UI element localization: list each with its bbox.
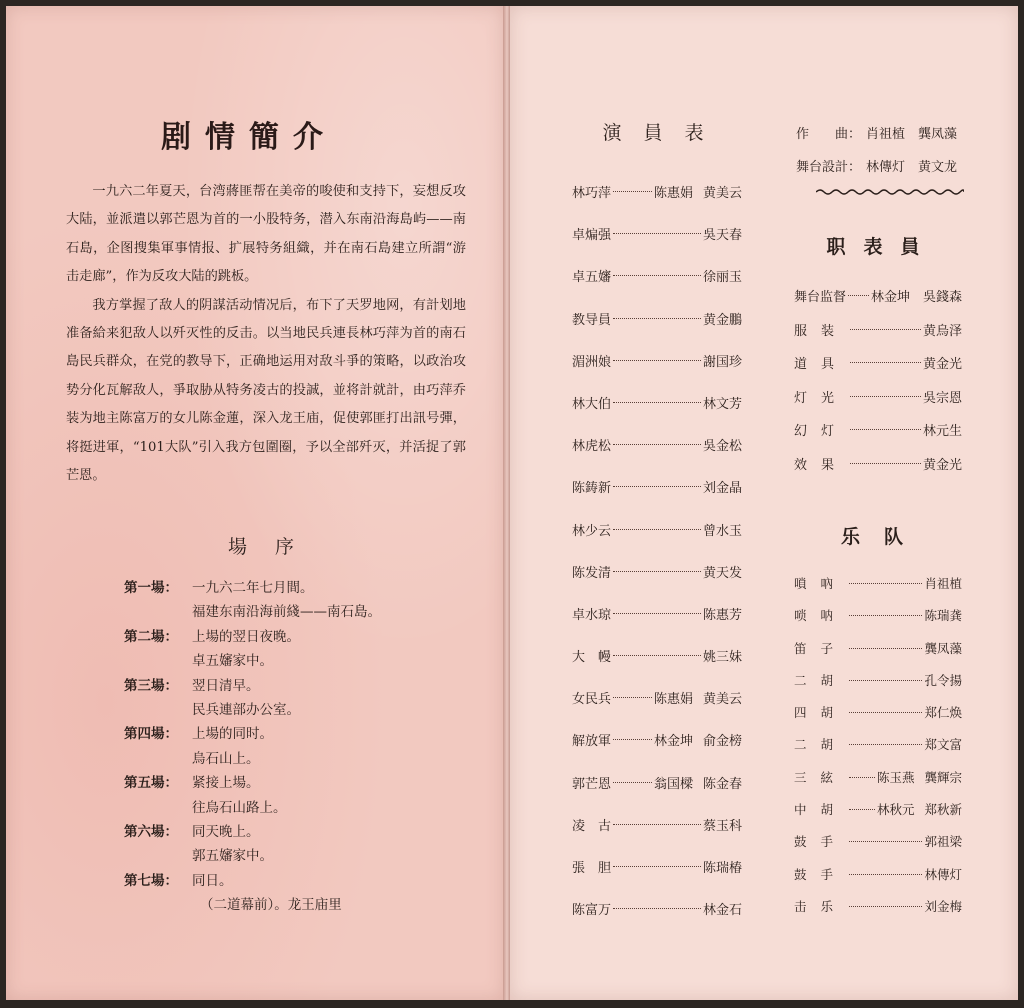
cast-role: 陈富万 — [572, 903, 612, 919]
leader-dots — [849, 768, 875, 778]
cast-row — [572, 773, 742, 815]
cast-role: 教导員 — [572, 312, 612, 328]
band-title: 乐队 — [840, 526, 927, 548]
band-role: 嗩吶 — [794, 576, 848, 591]
cast-role: 卓煸强 — [572, 228, 612, 244]
band-name: 林秋元 — [876, 802, 915, 818]
cast-actor: 陈瑞椿 — [702, 861, 742, 876]
leader-dots — [613, 266, 701, 276]
cast-row — [572, 899, 742, 941]
cast-row — [572, 266, 742, 308]
scene-label: 第四場： — [124, 726, 178, 743]
cast-row — [572, 815, 742, 857]
band-name-alt: 龔輝宗 — [924, 769, 962, 785]
leader-dots — [613, 224, 701, 234]
leader-dots — [850, 320, 921, 330]
cast-role: 女民兵 — [572, 692, 612, 708]
cast-actor: 林金石 — [702, 903, 742, 919]
leader-dots — [850, 387, 921, 397]
leader-dots — [849, 865, 922, 875]
cast-role: 大 幔 — [572, 650, 612, 666]
scene-item — [124, 576, 381, 600]
scene-time: 翌日清早。 — [192, 677, 260, 694]
scene-item — [124, 771, 381, 795]
staff-row — [794, 387, 962, 421]
staff-row — [794, 320, 962, 354]
band-list — [794, 574, 962, 929]
scene-time: 一九六二年七月間。 — [192, 580, 314, 596]
band-name: 陈玉燕 — [876, 769, 915, 785]
staff-name: 黄金光 — [922, 357, 962, 372]
staff-role: 道具 — [794, 357, 849, 372]
band-role: 四胡 — [794, 705, 848, 721]
wave-divider — [816, 188, 964, 196]
band-row — [794, 832, 962, 864]
cast-row — [572, 393, 742, 435]
scene-time: 上場的同时。 — [192, 726, 273, 743]
band-name: 郑文富 — [924, 737, 962, 753]
cast-actor: 林金坤 — [653, 734, 693, 750]
band-name: 林傳灯 — [924, 866, 962, 882]
cast-row — [572, 646, 742, 688]
leader-dots — [613, 520, 701, 530]
leader-dots — [849, 671, 922, 681]
scene-label: 第三場： — [124, 677, 178, 694]
scene-place: 卓五嬸家中。 — [192, 653, 273, 670]
band-role: 二胡 — [794, 737, 848, 753]
leader-dots — [849, 800, 875, 810]
scene-label: 第六場： — [124, 824, 178, 841]
cast-role: 陈发清 — [572, 565, 612, 581]
leader-dots — [613, 435, 701, 445]
scene-place: 烏石山上。 — [192, 750, 260, 767]
synopsis-paragraph: 一九六二年夏天，台湾蔣匪帮在美帝的唆使和支持下，妄想反攻大陆，並派遣以郭芒恩为首的一小股特务，潜入东南沿海島屿——南石島，企图搜集軍事情报、扩展特务組織，并在南石島建立所謂“游击走廊”，作为反攻大陆的跳板。 — [66, 184, 466, 285]
cast-role: 林少云 — [572, 523, 612, 539]
leader-dots — [613, 815, 701, 825]
leader-dots — [848, 286, 869, 296]
leader-dots — [849, 735, 922, 745]
leader-dots — [613, 857, 701, 867]
leader-dots — [613, 309, 701, 319]
band-row — [794, 606, 962, 638]
staff-name: 黄金光 — [922, 457, 962, 473]
synopsis-text — [66, 178, 466, 490]
leader-dots — [849, 606, 922, 616]
cast-row — [572, 224, 742, 266]
cast-actor: 曾水玉 — [702, 523, 742, 539]
cast-row — [572, 309, 742, 351]
scene-time: 上場的翌日夜晚。 — [192, 628, 300, 645]
staff-role: 灯光 — [794, 390, 849, 406]
cast-actor: 黄天发 — [702, 565, 742, 581]
cast-actor: 黄金鵬 — [702, 312, 742, 328]
cast-row — [572, 604, 742, 646]
cast-actor: 陈惠芳 — [702, 607, 742, 623]
cast-actor: 陈惠娟 — [653, 186, 693, 201]
band-row — [794, 768, 962, 800]
cast-role: 卓水琼 — [572, 607, 612, 623]
cast-role: 湄洲娘 — [572, 354, 612, 370]
cast-actor: 陈惠娟 — [653, 692, 693, 708]
leader-dots — [613, 773, 652, 783]
staff-title: 职表員 — [826, 236, 938, 258]
cast-actor: 蔡玉科 — [702, 818, 742, 834]
cast-row — [572, 562, 742, 604]
band-role: 击乐 — [794, 898, 848, 914]
leader-dots — [613, 351, 701, 361]
scene-item — [124, 869, 381, 893]
cast-row — [572, 182, 742, 224]
cast-actor: 刘金晶 — [702, 481, 742, 497]
band-role: 唢呐 — [794, 608, 848, 624]
credit-label: 作 曲： — [796, 127, 862, 142]
leader-dots — [613, 688, 652, 698]
leader-dots — [849, 703, 922, 713]
leader-dots — [850, 454, 921, 464]
cast-actor: 謝国珍 — [702, 354, 742, 370]
staff-row — [794, 286, 962, 320]
band-name: 孔令揚 — [924, 672, 962, 688]
scene-place: （二道幕前）。龙王庙里 — [200, 897, 342, 914]
synopsis-paragraph: 我方掌握了敌人的阴謀活动情况后，布下了天罗地网，有計划地准备給来犯敌人以歼灭性的反击。以当地民兵連長林巧萍为首的南石島民兵群众，在党的教导下，正确地运用对敌斗爭的策略，以政治攻势分化瓦解敌人，爭取胁从特务凌古的投誠，並将計就計，由巧萍乔装为地主陈富万的女儿陈金蓮，深入龙王庙，促使郭匪打出訊号彈，将挺进軍，“101大队”引入我方包圍圈，予以全部歼灭，并活捉了郭芒恩。 — [66, 297, 466, 484]
leader-dots — [613, 393, 701, 403]
cast-actor: 吳天春 — [702, 228, 742, 244]
credit-label: 舞台設計： — [796, 160, 862, 175]
band-row — [794, 574, 962, 606]
cast-actor: 姚三妹 — [702, 650, 742, 666]
band-role: 鼓手 — [794, 866, 848, 882]
staff-role: 舞台监督 — [794, 290, 847, 305]
scenes-title: 場序 — [227, 536, 322, 558]
cast-role: 林大伯 — [572, 396, 612, 412]
scene-label: 第五場： — [124, 775, 178, 792]
leader-dots — [613, 562, 701, 572]
cast-role: 張 胆 — [572, 861, 612, 876]
leader-dots — [849, 574, 922, 584]
leader-dots — [613, 477, 701, 487]
cast-row — [572, 857, 742, 899]
leader-dots — [849, 832, 922, 842]
band-row — [794, 703, 962, 735]
band-role: 鼓手 — [794, 834, 848, 850]
band-role: 中胡 — [794, 802, 848, 818]
cast-row — [572, 520, 742, 562]
scene-time: 紧接上場。 — [192, 775, 260, 792]
staff-row — [794, 454, 962, 488]
scene-place: 福建东南沿海前綫——南石島。 — [192, 604, 381, 621]
cast-role: 林虎松 — [572, 439, 612, 455]
cast-actor-alt: 俞金榜 — [702, 734, 742, 750]
leader-dots — [613, 604, 701, 614]
cast-actor: 吳金松 — [702, 439, 742, 455]
band-name: 郑仁焕 — [924, 705, 962, 721]
cast-role: 林巧萍 — [572, 186, 612, 201]
cast-role: 陈鋳新 — [572, 481, 612, 497]
staff-list — [794, 286, 962, 487]
cast-row — [572, 435, 742, 477]
cast-actor-alt: 黄美云 — [702, 692, 742, 708]
scene-list — [124, 576, 381, 918]
leader-dots — [849, 897, 922, 907]
staff-name: 林金坤 吳錢森 — [870, 290, 962, 305]
leader-dots — [613, 646, 701, 656]
leader-dots — [613, 730, 652, 740]
band-row — [794, 800, 962, 832]
cast-actor-alt: 陈金春 — [702, 776, 742, 792]
band-name: 郭祖梁 — [924, 834, 962, 850]
band-name: 陈瑞龚 — [924, 608, 962, 624]
scene-place: 往烏石山路上。 — [192, 799, 287, 816]
staff-role: 幻灯 — [794, 424, 849, 439]
band-name: 刘金梅 — [924, 898, 962, 914]
leader-dots — [613, 899, 701, 909]
credit-names: 肖祖植 龔凤藻 — [866, 127, 958, 142]
band-name: 肖祖植 — [924, 576, 962, 591]
cast-actor-alt: 黄美云 — [702, 186, 742, 201]
scene-item — [124, 820, 381, 844]
credit-names: 林傳灯 黄文龙 — [866, 160, 958, 175]
band-row — [794, 639, 962, 671]
scene-item — [124, 625, 381, 649]
cast-title: 演員表 — [602, 122, 726, 144]
cast-role: 卓五嬸 — [572, 270, 612, 286]
scene-label: 第二場： — [124, 628, 178, 645]
staff-name: 吳宗恩 — [922, 390, 962, 406]
cast-actor: 翁国樑 — [653, 776, 693, 792]
leader-dots — [849, 639, 922, 649]
cast-role: 郭芒恩 — [572, 776, 612, 792]
cast-actor: 徐丽玉 — [702, 270, 742, 286]
leader-dots — [613, 182, 652, 192]
cast-row — [572, 351, 742, 393]
band-row — [794, 865, 962, 897]
staff-row — [794, 420, 962, 454]
scene-place: 民兵連部办公室。 — [192, 702, 300, 719]
band-role: 二胡 — [794, 672, 848, 688]
staff-row — [794, 353, 962, 387]
band-role: 笛子 — [794, 640, 848, 656]
staff-role: 服装 — [794, 323, 849, 339]
scene-time: 同日。 — [192, 872, 233, 889]
band-row — [794, 671, 962, 703]
staff-name: 林元生 — [922, 424, 962, 439]
cast-actor: 林文芳 — [702, 396, 742, 412]
credits — [796, 118, 957, 184]
cast-role: 凌 古 — [572, 818, 612, 834]
scene-item — [124, 674, 381, 698]
cast-row — [572, 477, 742, 519]
scene-place: 郭五嬸家中。 — [192, 848, 273, 865]
leader-dots — [850, 420, 921, 430]
scene-time: 同天晚上。 — [192, 824, 260, 841]
band-name-alt: 郑秋新 — [924, 802, 962, 818]
scene-item — [124, 722, 381, 746]
cast-row — [572, 730, 742, 772]
scene-label: 第七場： — [124, 872, 178, 889]
band-row — [794, 735, 962, 767]
cast-row — [572, 688, 742, 730]
band-role: 三絃 — [794, 769, 848, 785]
cast-list — [572, 182, 742, 941]
cast-role: 解放軍 — [572, 734, 612, 750]
scene-label: 第一場： — [124, 580, 178, 596]
band-row — [794, 897, 962, 929]
synopsis-title: 剧情簡介 — [161, 120, 337, 155]
credit-row — [796, 151, 957, 184]
band-name: 龔凤藻 — [924, 640, 962, 656]
leader-dots — [850, 353, 921, 363]
staff-role: 效果 — [794, 457, 849, 473]
credit-row — [796, 118, 957, 151]
staff-name: 黄烏泽 — [922, 323, 962, 339]
